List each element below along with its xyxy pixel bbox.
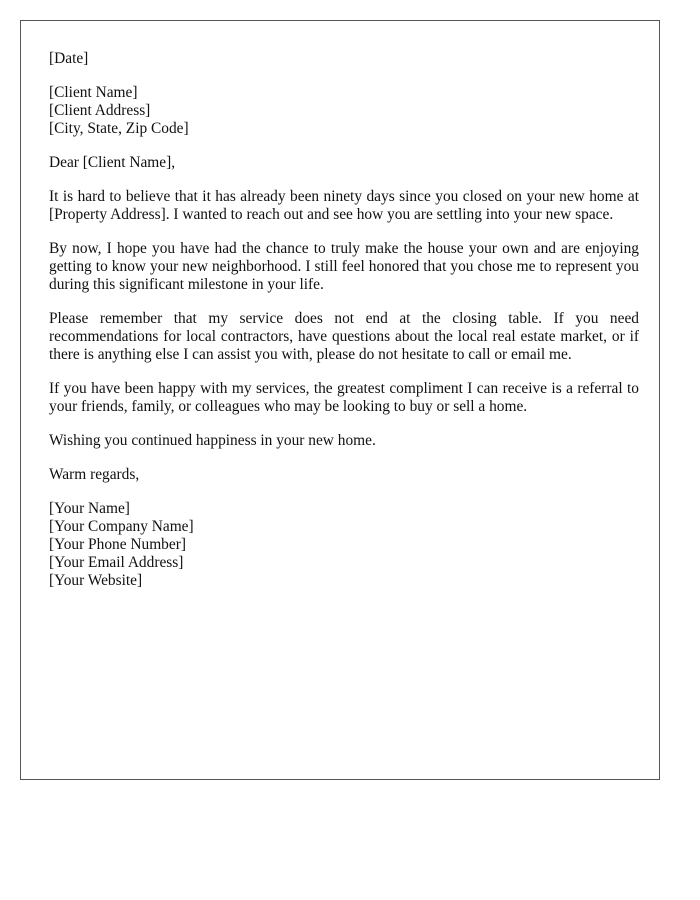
letter-content — [49, 50, 639, 606]
body-paragraph-3: Please remember that my service does not end at the closing table. If you need recommendations for local contractors, have questions about the local real estate market, or if there is anything else I can assist you with, please do not hesitate to call or email me. — [49, 310, 639, 363]
closing — [49, 466, 639, 484]
signature-phone: [Your Phone Number] — [49, 536, 186, 553]
body-paragraph-4: If you have been happy with my services, the greatest compliment I can receive is a referral to your friends, family, or colleagues who may be looking to buy or sell a home. — [49, 380, 639, 415]
closing-text: Warm regards, — [49, 466, 140, 483]
signature-email: [Your Email Address] — [49, 554, 184, 571]
salutation-text: Dear [Client Name], — [49, 154, 176, 171]
date-text: [Date] — [49, 50, 89, 67]
body-paragraph-2: By now, I hope you have had the chance to truly make the house your own and are enjoying getting to know your new neighborhood. I still feel honored that you chose me to represent you during this significant milestone in your life. — [49, 240, 639, 293]
letter-page — [20, 20, 660, 780]
signature-block — [49, 500, 639, 590]
signature-company: [Your Company Name] — [49, 518, 194, 535]
recipient-name: [Client Name] — [49, 84, 138, 101]
signature-website: [Your Website] — [49, 572, 143, 589]
signature-name: [Your Name] — [49, 500, 130, 517]
recipient-address-block — [49, 84, 639, 138]
letter-date — [49, 50, 639, 68]
recipient-city-state-zip: [City, State, Zip Code] — [49, 120, 189, 137]
body-paragraph-1: It is hard to believe that it has already been ninety days since you closed on your new home at [Property Address]. I wanted to reach out and see how you are settling into your new space. — [49, 188, 639, 223]
salutation — [49, 154, 639, 172]
recipient-address: [Client Address] — [49, 102, 151, 119]
body-paragraph-5: Wishing you continued happiness in your new home. — [49, 432, 376, 449]
